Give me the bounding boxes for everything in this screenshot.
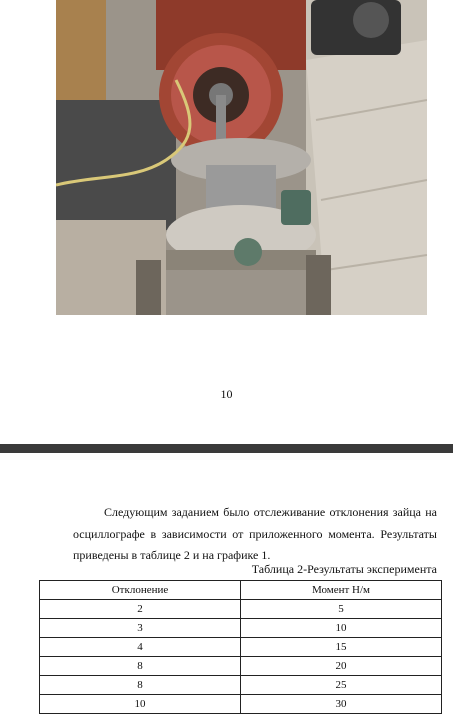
- table-row: [40, 619, 442, 638]
- table-cell-deviation: 8: [40, 657, 241, 676]
- table-row: [40, 676, 442, 695]
- results-table: [39, 580, 442, 714]
- table-cell-moment: 30: [241, 695, 442, 714]
- table-cell-moment: 25: [241, 676, 442, 695]
- column-header-moment: Момент Н/м: [241, 581, 442, 600]
- table-row: [40, 638, 442, 657]
- table-row: [40, 600, 442, 619]
- table-cell-moment: 5: [241, 600, 442, 619]
- photo-illustration: [56, 0, 427, 315]
- table-cell-moment: 20: [241, 657, 442, 676]
- table-cell-deviation: 8: [40, 676, 241, 695]
- motor-test-bench-photo: [56, 0, 427, 315]
- table-cell-deviation: 2: [40, 600, 241, 619]
- body-paragraph: Следующим заданием было отслеживание отклонения зайца на осциллографе в зависимости от приложенного момента. Результаты приведены в таблице 2 и на графике 1.: [73, 505, 437, 562]
- table-cell-deviation: 3: [40, 619, 241, 638]
- table-cell-moment: 15: [241, 638, 442, 657]
- table-row: [40, 657, 442, 676]
- table-row: [40, 695, 442, 714]
- table-caption: Таблица 2-Результаты эксперимента: [251, 562, 437, 576]
- table-cell-moment: 10: [241, 619, 442, 638]
- table-cell-deviation: 4: [40, 638, 241, 657]
- page-separator: [0, 444, 453, 453]
- table-cell-deviation: 10: [40, 695, 241, 714]
- column-header-deviation: Отклонение: [40, 581, 241, 600]
- page-number: 10: [220, 387, 233, 401]
- table-header-row: [40, 581, 442, 600]
